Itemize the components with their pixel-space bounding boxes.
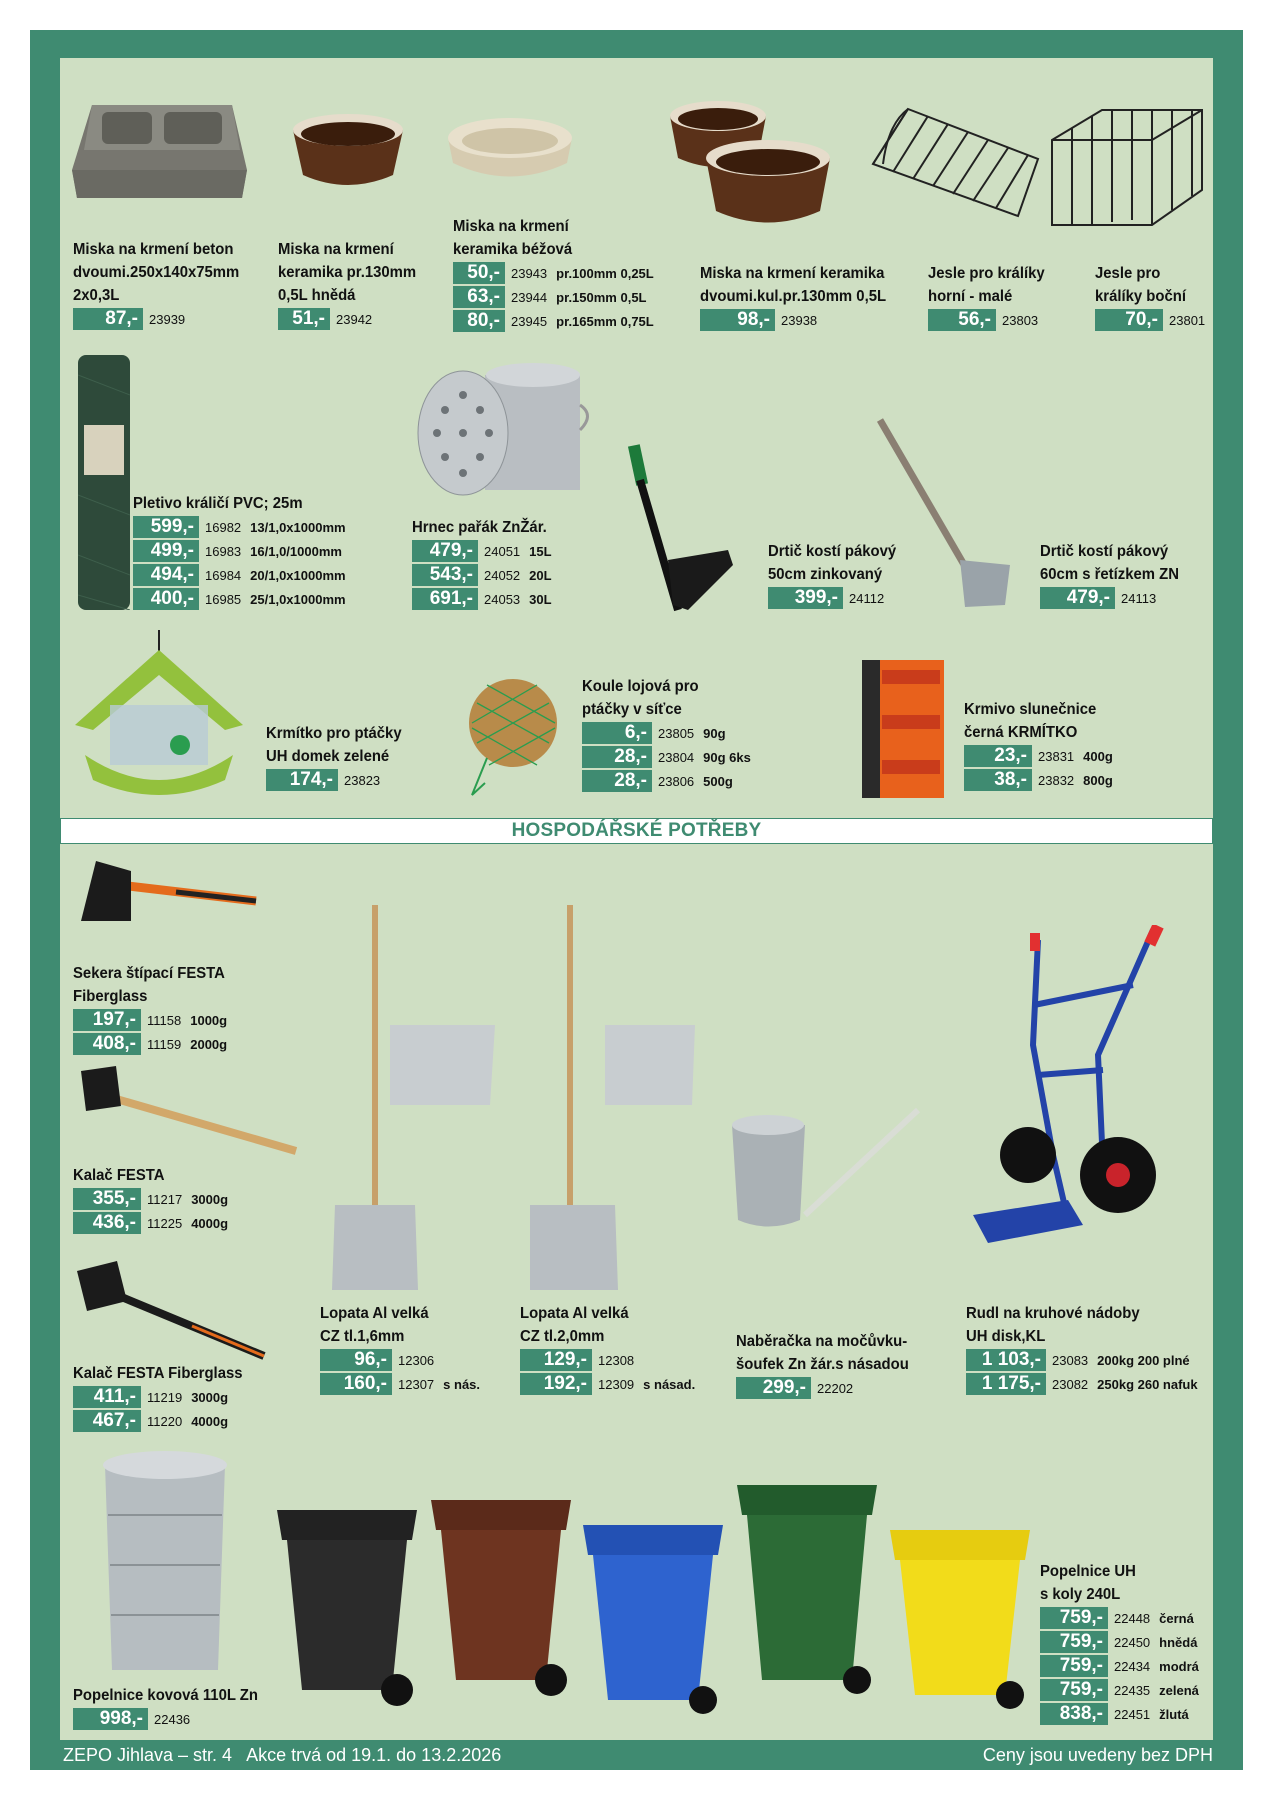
price-tag: 355,-: [73, 1188, 141, 1210]
variant-note: zelená: [1159, 1682, 1199, 1698]
price-row: [520, 1372, 695, 1396]
price-row: [73, 1409, 255, 1433]
price-tag: 1 175,-: [966, 1373, 1046, 1395]
bin-brown-image: [426, 1490, 576, 1700]
price-tag: 998,-: [73, 1708, 148, 1730]
price-row: [1040, 1606, 1199, 1630]
price-tag: 70,-: [1095, 309, 1163, 331]
product-code: 23803: [1002, 312, 1039, 328]
price-row: [1040, 1678, 1199, 1702]
product-name: Sekera štípací FESTA Fiberglass: [73, 965, 225, 1005]
product-code: 22202: [817, 1380, 854, 1396]
variant-note: 13/1,0x1000mm: [250, 519, 346, 535]
price-tag: 23,-: [964, 745, 1032, 767]
price-tag: 28,-: [582, 770, 652, 792]
product-block: [966, 1302, 1198, 1396]
product-name: Kalač FESTA Fiberglass: [73, 1365, 243, 1382]
price-row: [700, 308, 900, 332]
maul-fiberglass-image: [72, 1256, 267, 1361]
price-tag: 759,-: [1040, 1679, 1108, 1701]
slurry-ladle-image: [730, 1105, 920, 1285]
price-tag: 98,-: [700, 309, 775, 331]
product-block: [73, 1362, 255, 1433]
variant-note: s nás.: [443, 1376, 481, 1392]
price-tag: 436,-: [73, 1212, 141, 1234]
product-code: 23943: [511, 265, 548, 281]
brown-bowl-image: [288, 110, 408, 190]
product-code: 24113: [1121, 590, 1157, 606]
variant-note: pr.150mm 0,5L: [556, 289, 647, 305]
product-code: 11220: [147, 1413, 183, 1429]
product-code: 12308: [598, 1352, 635, 1368]
price-row: [928, 308, 1053, 332]
price-tag: 51,-: [278, 308, 330, 330]
product-code: 22448: [1114, 1610, 1151, 1626]
product-block: [73, 1684, 272, 1731]
beige-bowl-image: [445, 108, 575, 188]
variant-note: 30L: [529, 591, 552, 607]
product-name: Miska na krmení beton dvoumi.250x140x75mm 2x0,3L: [73, 241, 240, 304]
product-block: [582, 675, 751, 793]
price-row: [1040, 1654, 1199, 1678]
bin-yellow-image: [885, 1520, 1035, 1710]
product-name: Naběračka na močůvku- šoufek Zn žár.s násadou: [736, 1333, 909, 1373]
product-code: 24053: [484, 591, 521, 607]
price-row: [73, 1211, 228, 1235]
metal-bin-image: [90, 1445, 240, 1680]
product-block: [520, 1302, 695, 1396]
product-block: [928, 262, 1053, 332]
price-row: [73, 307, 252, 331]
price-row: [1040, 1630, 1199, 1654]
variant-note: 2000g: [190, 1036, 228, 1052]
product-block: [453, 215, 654, 333]
product-name: Jesle pro králíky boční: [1095, 265, 1186, 305]
product-name: Drtič kostí pákový 50cm zinkovaný: [768, 543, 897, 583]
price-tag: 160,-: [320, 1373, 392, 1395]
variant-note: 90g 6ks: [703, 749, 751, 765]
price-tag: 63,-: [453, 286, 505, 308]
product-name: Popelnice kovová 110L Zn: [73, 1687, 258, 1704]
variant-note: 400g: [1083, 748, 1113, 764]
product-code: 24051: [484, 543, 521, 559]
product-block: [278, 238, 427, 331]
variant-note: 25/1,0x1000mm: [250, 591, 346, 607]
price-row: [412, 563, 557, 587]
bird-feeder-image: [75, 630, 243, 800]
price-row: [582, 769, 751, 793]
product-name: Drtič kostí pákový 60cm s řetízkem ZN: [1040, 543, 1179, 583]
product-name: Hrnec pařák ZnŽár.: [412, 519, 547, 536]
price-row: [412, 539, 557, 563]
product-block: [768, 540, 906, 610]
product-code: 22436: [154, 1711, 191, 1727]
product-code: 24052: [484, 567, 521, 583]
product-name: Miska na krmení keramika pr.130mm 0,5L hnědá: [278, 241, 417, 304]
price-tag: 759,-: [1040, 1655, 1108, 1677]
steamer-pot-image: [415, 355, 590, 500]
product-block: [73, 1164, 228, 1235]
product-name: Lopata Al velká CZ tl.2,0mm: [520, 1305, 629, 1345]
price-row: [966, 1348, 1198, 1372]
price-tag: 499,-: [133, 540, 199, 562]
variant-note: pr.165mm 0,75L: [556, 313, 654, 329]
price-tag: 691,-: [412, 588, 478, 610]
variant-note: černá: [1159, 1610, 1194, 1626]
price-row: [964, 768, 1113, 792]
product-block: [266, 722, 412, 792]
price-row: [964, 744, 1113, 768]
variant-note: modrá: [1159, 1658, 1199, 1674]
product-code: 24112: [849, 590, 885, 606]
price-tag: 400,-: [133, 588, 199, 610]
price-row: [133, 515, 346, 539]
variant-note: s násad.: [643, 1376, 696, 1392]
price-tag: 408,-: [73, 1033, 141, 1055]
variant-note: 3000g: [191, 1389, 229, 1405]
suet-ball-image: [467, 673, 559, 798]
product-name: Lopata Al velká CZ tl.1,6mm: [320, 1305, 429, 1345]
price-row: [320, 1372, 480, 1396]
price-row: [73, 1008, 236, 1032]
product-code: 22435: [1114, 1682, 1151, 1698]
footer: [63, 1744, 1213, 1766]
price-row: [133, 563, 346, 587]
product-block: [320, 1302, 480, 1396]
price-row: [582, 721, 751, 745]
product-code: 22434: [1114, 1658, 1151, 1674]
variant-note: 3000g: [191, 1191, 229, 1207]
double-brown-bowls-image: [668, 96, 833, 236]
price-tag: 759,-: [1040, 1607, 1108, 1629]
price-row: [266, 768, 412, 792]
price-row: [1040, 586, 1189, 610]
product-code: 23939: [149, 311, 186, 327]
product-code: 23832: [1038, 772, 1075, 788]
footer-right: Ceny jsou uvedeny bez DPH: [982, 1745, 1213, 1765]
price-tag: 56,-: [928, 309, 996, 331]
variant-note: 4000g: [191, 1413, 229, 1429]
bin-green-image: [732, 1475, 882, 1695]
product-code: 11225: [147, 1215, 183, 1231]
price-tag: 479,-: [412, 540, 478, 562]
product-name: Koule lojová pro ptáčky v síťce: [582, 678, 699, 718]
hay-rack-side-image: [1042, 100, 1207, 230]
price-tag: 599,-: [133, 516, 199, 538]
price-row: [1040, 1702, 1199, 1726]
splitting-axe-image: [76, 856, 261, 926]
product-code: 16984: [205, 567, 242, 583]
product-code: 23938: [781, 312, 818, 328]
product-code: 23945: [511, 313, 548, 329]
price-tag: 759,-: [1040, 1631, 1108, 1653]
price-row: [768, 586, 906, 610]
product-name: Popelnice UH s koly 240L: [1040, 1563, 1136, 1603]
price-row: [412, 587, 557, 611]
price-tag: 479,-: [1040, 587, 1115, 609]
price-tag: 80,-: [453, 310, 505, 332]
product-code: 12306: [398, 1352, 435, 1368]
price-tag: 1 103,-: [966, 1349, 1046, 1371]
product-code: 23804: [658, 749, 695, 765]
price-tag: 197,-: [73, 1009, 141, 1031]
hay-rack-small-image: [868, 104, 1046, 224]
product-code: 22450: [1114, 1634, 1151, 1650]
maul-image: [76, 1066, 298, 1156]
product-block: [736, 1330, 922, 1400]
bin-black-image: [272, 1500, 422, 1715]
price-tag: 6,-: [582, 722, 652, 744]
price-row: [736, 1376, 922, 1400]
product-code: 16982: [205, 519, 242, 535]
price-row: [453, 285, 654, 309]
section-title: HOSPODÁŘSKÉ POTŘEBY: [60, 818, 1213, 844]
variant-note: 800g: [1083, 772, 1113, 788]
price-row: [73, 1187, 228, 1211]
price-row: [73, 1032, 236, 1056]
product-code: 12307: [398, 1376, 435, 1392]
mesh-roll-image: [78, 355, 130, 610]
product-block: [700, 262, 900, 332]
product-code: 23806: [658, 773, 695, 789]
product-block: [412, 516, 557, 611]
product-code: 11158: [147, 1012, 182, 1028]
variant-note: 1000g: [190, 1012, 228, 1028]
product-block: [73, 962, 236, 1056]
variant-note: pr.100mm 0,25L: [556, 265, 654, 281]
variant-note: žlutá: [1159, 1706, 1189, 1722]
product-code: 11217: [147, 1191, 183, 1207]
shovel-16-image: [330, 905, 500, 1305]
product-code: 23944: [511, 289, 548, 305]
product-code: 23083: [1052, 1352, 1089, 1368]
product-code: 23805: [658, 725, 695, 741]
price-tag: 399,-: [768, 587, 843, 609]
product-code: 11159: [147, 1036, 182, 1052]
footer-left: ZEPO Jihlava – str. 4 Akce trvá od 19.1. do 13.2.2026: [63, 1745, 502, 1765]
sunflower-seed-bag-image: [862, 660, 944, 798]
shovel-20-image: [530, 905, 700, 1305]
product-code: 23831: [1038, 748, 1075, 764]
price-row: [73, 1385, 255, 1409]
price-row: [453, 261, 654, 285]
price-tag: 87,-: [73, 308, 143, 330]
price-tag: 411,-: [73, 1386, 141, 1408]
price-tag: 838,-: [1040, 1703, 1108, 1725]
product-code: 23801: [1169, 312, 1206, 328]
product-name: Kalač FESTA: [73, 1167, 165, 1184]
price-row: [453, 309, 654, 333]
price-tag: 192,-: [520, 1373, 592, 1395]
product-name: Miska na krmení keramika dvoumi.kul.pr.130mm 0,5L: [700, 265, 887, 305]
product-block: [964, 698, 1113, 792]
product-code: 23942: [336, 311, 373, 327]
product-code: 23082: [1052, 1376, 1089, 1392]
variant-note: 15L: [529, 543, 552, 559]
variant-note: 90g: [703, 725, 726, 741]
product-code: 23823: [344, 772, 381, 788]
price-row: [1095, 308, 1205, 332]
price-tag: 494,-: [133, 564, 199, 586]
product-code: 16983: [205, 543, 242, 559]
price-row: [520, 1348, 695, 1372]
variant-note: 16/1,0/1000mm: [250, 543, 342, 559]
product-code: 16985: [205, 591, 242, 607]
price-row: [133, 587, 346, 611]
price-tag: 28,-: [582, 746, 652, 768]
variant-note: 20L: [529, 567, 552, 583]
variant-note: 500g: [703, 773, 733, 789]
variant-note: 20/1,0x1000mm: [250, 567, 346, 583]
variant-note: hnědá: [1159, 1634, 1198, 1650]
product-block: [1040, 1560, 1199, 1726]
price-row: [278, 307, 427, 331]
variant-note: 4000g: [191, 1215, 229, 1231]
product-block: [73, 238, 252, 331]
bin-blue-image: [578, 1515, 728, 1715]
price-row: [966, 1372, 1198, 1396]
product-name: Miska na krmení keramika béžová: [453, 218, 573, 258]
price-tag: 467,-: [73, 1410, 141, 1432]
product-block: [133, 492, 346, 611]
product-code: 12309: [598, 1376, 635, 1392]
product-block: [1095, 262, 1205, 332]
price-row: [320, 1348, 480, 1372]
product-code: 11219: [147, 1389, 183, 1405]
product-name: Krmítko pro ptáčky UH domek zelené: [266, 725, 402, 765]
price-tag: 96,-: [320, 1349, 392, 1371]
variant-note: 200kg 200 plné: [1097, 1352, 1190, 1368]
product-name: Rudl na kruhové nádoby UH disk,KL: [966, 1305, 1140, 1345]
price-tag: 50,-: [453, 262, 505, 284]
variant-note: 250kg 260 nafuk: [1097, 1376, 1198, 1392]
product-name: Jesle pro králíky horní - malé: [928, 265, 1045, 305]
product-name: Pletivo králičí PVC; 25m: [133, 495, 303, 512]
price-tag: 543,-: [412, 564, 478, 586]
price-row: [582, 745, 751, 769]
bone-crusher-50-image: [628, 440, 738, 620]
price-tag: 129,-: [520, 1349, 592, 1371]
price-tag: 299,-: [736, 1377, 811, 1399]
product-block: [1040, 540, 1189, 610]
price-tag: 38,-: [964, 769, 1032, 791]
price-row: [133, 539, 346, 563]
product-name: Krmivo slunečnice černá KRMÍTKO: [964, 701, 1097, 741]
price-tag: 174,-: [266, 769, 338, 791]
hand-truck-image: [968, 925, 1190, 1255]
concrete-bowl-image: [72, 100, 252, 200]
product-code: 22451: [1114, 1706, 1151, 1722]
price-row: [73, 1707, 272, 1731]
